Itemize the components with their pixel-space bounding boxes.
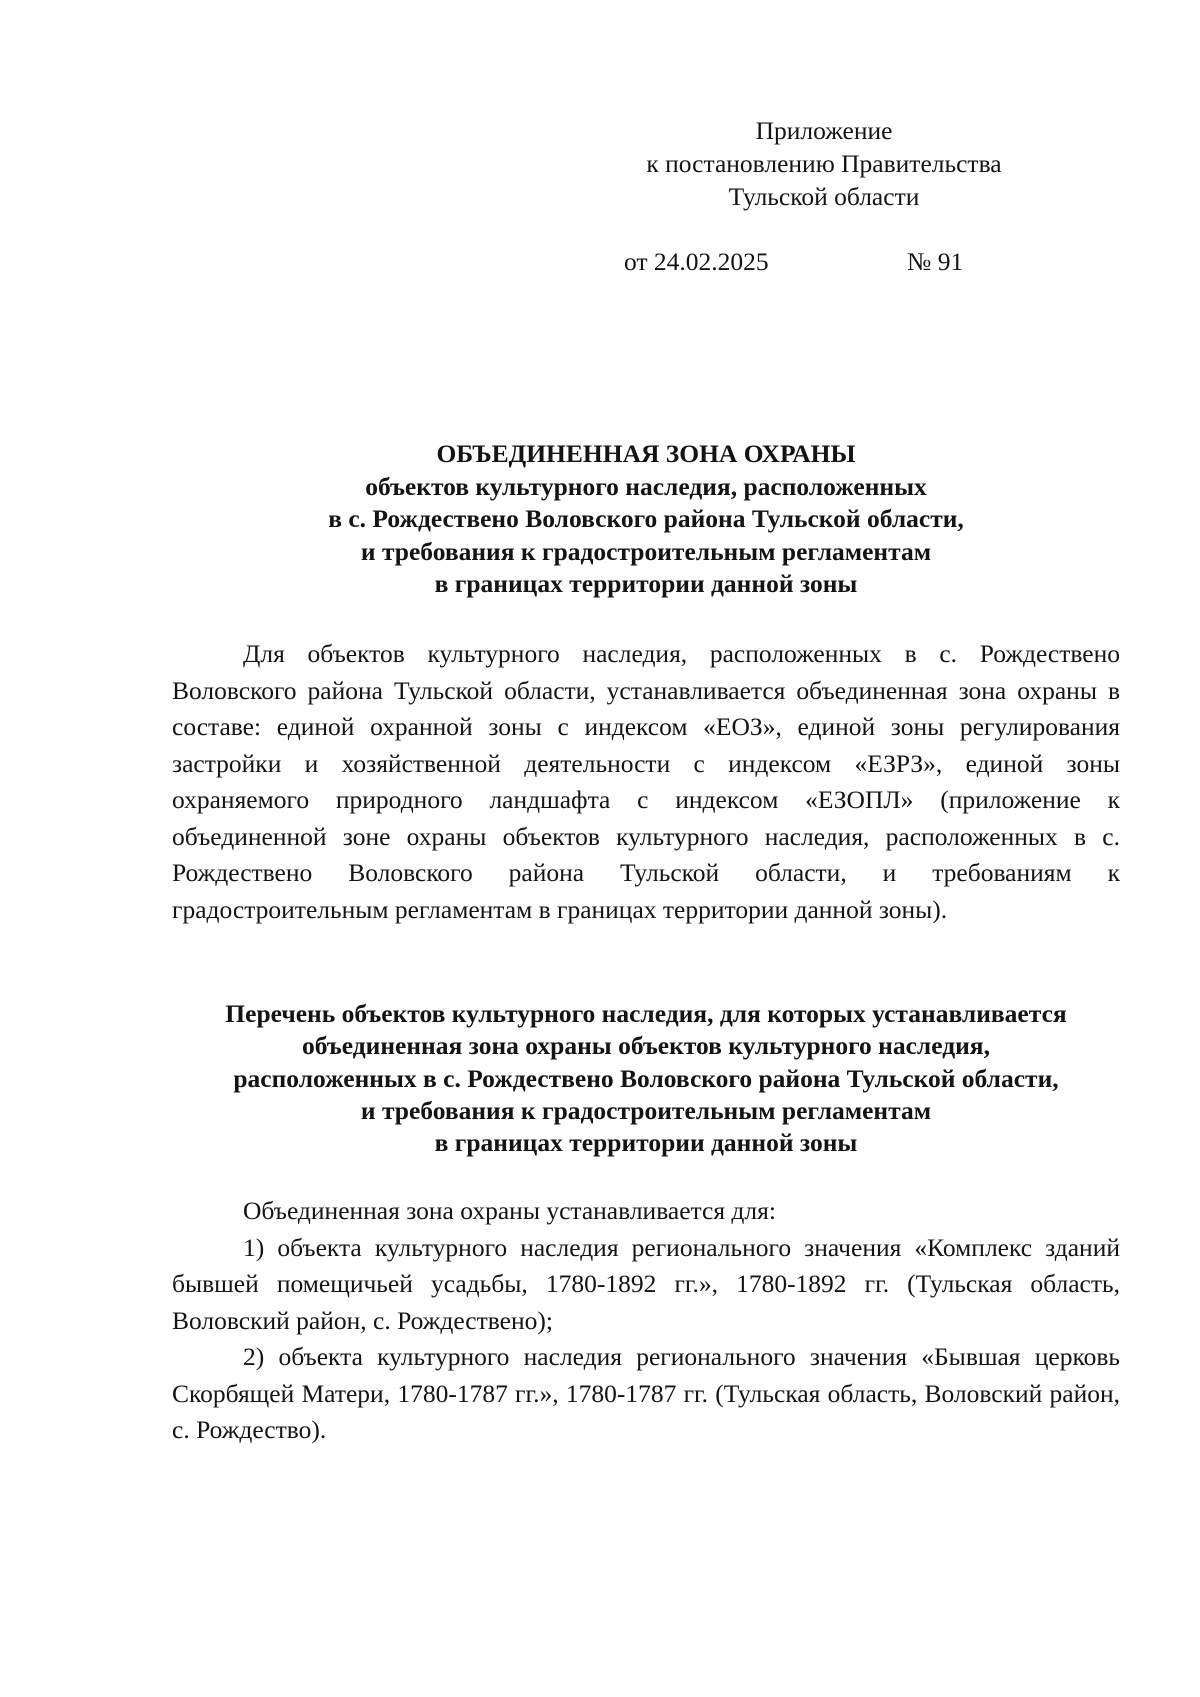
appendix-header [624,114,1024,213]
list-item: 1) объекта культурного наследия регионального значения «Комплекс зданий бывшей помещичьей усадьбы, 1780-1892 гг.», 1780-1892 гг. (Тульская область, Воловский район, с. Рождествено); [172,1232,1120,1335]
title-line: объектов культурного наследия, расположенных [365,471,927,501]
intro-paragraph: Для объектов культурного наследия, расположенных в с. Рождествено Воловского района Тульской области, устанавливается объединенная зона охраны в составе: единой охранной зоны с индексом «ЕОЗ», единой зоны регулирования застройки и хозяйственной деятельности с индексом «ЕЗРЗ», единой зоны охраняемого природного ландшафта с индексом «ЕЗОПЛ» (приложение к объединенной зоне охраны объектов культурного наследия, расположенных в с. Рождествено Воловского района Тульской области, и требованиям к градостроительным регламентам в границах территории данной зоны). [172,639,1120,924]
intro-paragraph-block [172,636,1120,928]
subtitle-line: объединенная зона охраны объектов культурного наследия, [302,1031,990,1061]
list-item: 2) объекта культурного наследия регионального значения «Бывшая церковь Скорбящей Матери, 1780-1787 гг.», 1780-1787 гг. (Тульская область, Воловский район, с. Рождество). [172,1342,1120,1444]
list-subtitle [172,998,1120,1159]
subtitle-line: в границах территории данной зоны [434,1128,858,1158]
header-line: Приложение [755,116,893,145]
document-title [172,438,1120,601]
document-date: от 24.02.2025 [624,247,769,276]
subtitle-line: расположенных в с. Рождествено Воловского района Тульской области, [233,1063,1059,1093]
header-line: Тульской области [728,182,920,211]
subtitle-line: и требования к градостроительным регламентам [360,1095,932,1125]
header-line: к постановлению Правительства [646,149,1002,178]
title-line: в границах территории данной зоны [434,569,858,598]
list-lead: Объединенная зона охраны устанавливается для: [243,1196,776,1225]
title-line: ОБЪЕДИНЕННАЯ ЗОНА ОХРАНЫ [436,439,856,468]
title-line: в с. Рождествено Воловского района Тульской области, [328,504,964,533]
heritage-objects-list [172,1193,1120,1449]
title-line: и требования к градостроительным регламентам [360,536,932,566]
document-number: № 91 [907,247,964,276]
subtitle-line: Перечень объектов культурного наследия, для которых устанавливается [225,999,1067,1028]
